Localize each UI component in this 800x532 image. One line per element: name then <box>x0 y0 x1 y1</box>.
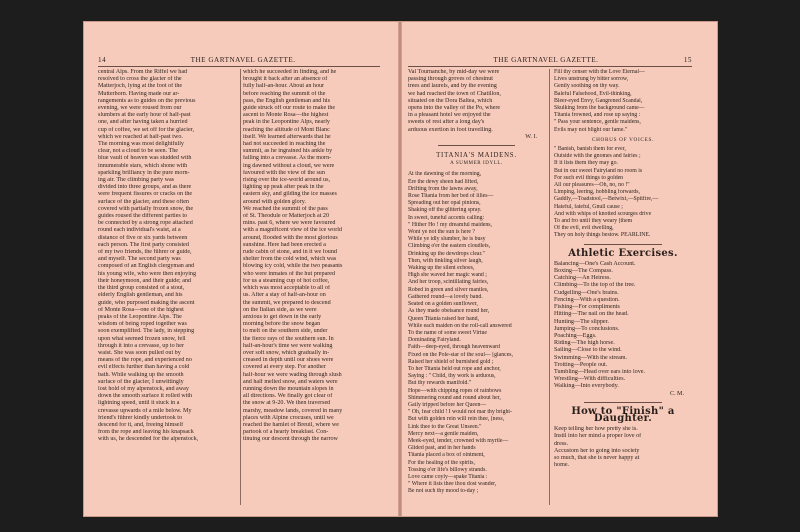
chorus-heading: CHORUS OF VOICES. <box>591 136 655 143</box>
text-line: lighting up peak after peak in the <box>243 184 324 191</box>
text-line: sunshine. Here had been erected a <box>243 241 326 248</box>
text-line: peaks of the Leopontine Alps. The <box>98 313 182 320</box>
text-line: Instil into her mind a proper love of <box>554 433 642 440</box>
journal-title: THE GARTNAVEL GAZETTE. <box>190 56 296 64</box>
finish-heading: How to "Finish" a Daughter. <box>571 405 675 424</box>
text-line: home. <box>554 462 570 469</box>
text-line: means of the rope, and experienced no <box>98 357 192 364</box>
text-line: eastern sky, and gilding the ice masses <box>243 191 337 198</box>
poem-line: Skulking from the background came— <box>554 105 645 112</box>
left-column-a <box>98 69 237 509</box>
athletic-item: Jumping—To conclusions. <box>554 325 620 332</box>
text-line: rising over the ice-world around us, <box>243 177 330 184</box>
text-line: which we reached at half-past two. <box>98 133 183 140</box>
text-line: clear, not a cloud to be seen. The <box>98 148 179 155</box>
text-line: dress. <box>554 440 569 447</box>
text-line: down the smooth surface it rolled with <box>98 393 193 400</box>
section-divider <box>584 244 662 245</box>
text-line: of Monte Rosa—one of the highest <box>98 306 184 313</box>
text-line: ascent to Monte Rosa—the highest <box>243 112 329 119</box>
poem-line: Seated on a golden sunflower, <box>408 301 478 308</box>
athletic-item: Hunting—The slipper. <box>554 318 609 325</box>
text-line: innumerable stars, which shone with <box>98 162 188 169</box>
poem-line: Be not such thy mood to-day ; <box>408 488 479 495</box>
poem-line: And her troop, scintillating fairies, <box>408 279 489 286</box>
text-line: evil effects further than having a cold <box>98 364 190 371</box>
poem-line: Robed in green and silver mantles, <box>408 286 489 293</box>
text-line: descend for it, and, freeing himself <box>98 421 184 428</box>
text-line: the third group consisted of a stout, <box>98 285 185 292</box>
text-line: on the Italian side, as we were <box>243 306 317 313</box>
text-line: itself. We learned afterwards that he <box>243 133 331 140</box>
poem-line: While ye idly slumber, he is busy <box>408 236 486 243</box>
text-line: half-hour we were wading through slush <box>243 371 342 378</box>
text-line: opens into the valley of the Po, where <box>408 105 501 112</box>
text-line: We reached the summit of the pass <box>243 205 328 212</box>
poem-line: Raised her shield of burnished gold ; <box>408 358 494 365</box>
text-line: his young wife, who were then enjoying <box>98 270 196 277</box>
text-line: Matterjoch, lying at the foot of the <box>98 83 183 90</box>
section-divider <box>584 402 662 403</box>
poem-line: Of the evil, evil dwelling, <box>554 225 614 232</box>
text-line: through it into a crevasse, up to her <box>98 342 184 349</box>
poem-line: They on holy things bestow. PEARLINE. <box>554 232 651 239</box>
poem-line: To her Titania held out rope and anchor, <box>408 365 501 372</box>
text-line: sparkling brilliancy in the pure morn- <box>98 169 190 176</box>
text-line: around with golden glory. <box>243 198 306 205</box>
text-line: covered with partially frozen snow, the <box>98 205 194 212</box>
finish-text <box>554 426 692 469</box>
poem-line: " Hither Ho ! my dreamful maidens, <box>408 221 492 228</box>
column-rule <box>240 69 241 505</box>
text-line: resolved to cross the glacier of the <box>98 76 182 83</box>
text-line: lost hold of my alpenstock, and away <box>98 385 189 392</box>
poem-subtitle: A SUMMER IDYLL. <box>450 161 503 167</box>
text-line: trees and laurels, and by the evening <box>408 83 497 90</box>
text-line: evening, we were roused from our <box>98 105 182 112</box>
text-line: reaching the altitude of Mont Blanc <box>243 126 330 133</box>
poem-line: Limping, leering, hobbling forwards, <box>554 189 640 196</box>
athletic-item: Poaching—Eggs. <box>554 332 597 339</box>
poem-line: While each maiden on the roll-call answered <box>408 322 512 329</box>
text-line: partook of a hearty breakfast. Con- <box>243 429 329 436</box>
poem-line: Link thee to the Great Unseen." <box>408 423 482 430</box>
text-line: blue vault of heaven was studded with <box>98 155 192 162</box>
text-line: around, flooded with the most glorious <box>243 234 338 241</box>
text-line: marshy, meadow lands, covered in many <box>243 407 343 414</box>
text-line: the fierce rays of the southern sun. In <box>243 335 334 342</box>
poem-line: Queen Titania raised her hand, <box>408 315 479 322</box>
text-line: The morning was most delightfully <box>98 141 184 148</box>
athletic-item: Tumbling—Head over ears into love. <box>554 368 645 375</box>
poem-line: Gathered round—a lovely band. <box>408 293 483 300</box>
text-line: divided into three groups, and as there <box>98 184 192 191</box>
text-line: mins. past 6, where we were favoured <box>243 220 336 227</box>
poem-line: But thy rewards manifold." <box>408 380 472 387</box>
text-line: places with Alpine crocuses, until we <box>243 414 334 421</box>
poem-line: " Banish, banish them for ever, <box>554 146 626 153</box>
left-page <box>84 22 398 516</box>
poem-line: To the name of some sweet Virtue <box>408 329 487 336</box>
text-line: guide, who purposed making the ascent <box>98 299 195 306</box>
text-line: waist. She was soon pulled out by <box>98 349 181 356</box>
poem-line: Meek-eyed, tender, crowned with myrtle— <box>408 437 509 444</box>
poem-line: For such evil things to golden <box>554 174 624 181</box>
athletic-item: Hitting—The nail on the head. <box>554 311 629 318</box>
poem-line: " Where it lists thee thou dost wander, <box>408 481 497 488</box>
text-line: the snow at 9-20. We then traversed <box>243 400 331 407</box>
text-line: from the rope and leaving his knapsack <box>98 429 194 436</box>
athletic-item: Walking—Into everybody. <box>554 383 619 390</box>
text-line: in a pleasant hotel we enjoyed the <box>408 112 491 119</box>
athletic-list <box>554 261 692 391</box>
text-line: favoured with the view of the sun <box>243 169 325 176</box>
athletic-item: Cudgelling—One's brains. <box>554 289 619 296</box>
text-line: situated on the Dora Baltea, which <box>408 97 493 104</box>
right-column-c <box>408 69 545 509</box>
poem-line: Titania placed a box of ointment, <box>408 452 485 459</box>
poem-line: Faith—deep-eyed, through heavenward <box>408 344 500 351</box>
right-running-head <box>408 56 692 67</box>
poem-line: Outside with the gnomes and fairies ; <box>554 153 641 160</box>
poem-body <box>408 171 545 495</box>
text-line: before reaching the summit of the <box>243 90 326 97</box>
text-line: and myself. The second party was <box>98 256 181 263</box>
text-line: rangements as to guides on the previous <box>98 97 196 104</box>
athletic-heading: Athletic Exercises. <box>568 247 678 259</box>
poem-line: Hateful, fateful, Gnull cause ; <box>554 203 623 210</box>
athletic-item: Balancing—One's Cash Account. <box>554 260 636 267</box>
travel-article-end <box>408 69 545 134</box>
poem-line: Baleful Falsehood, Evil-thinking, <box>554 90 632 97</box>
text-line: anxious to get down in the early <box>243 313 322 320</box>
athletic-item: Sailing—Close to the wind. <box>554 347 622 354</box>
athletic-item: Catching—An Heiress. <box>554 275 611 282</box>
poem-line: Tossing o'er life's billowy strands. <box>408 466 487 473</box>
poem-line: At the dawning of the morning, <box>408 171 482 178</box>
poem-line: Bleer-eyed Envy, Gangrened Scandal, <box>554 97 643 104</box>
poem-line: Rose Titania from her bed of lilies— <box>408 193 494 200</box>
text-line: Keep telling her how pretty she is. <box>554 426 638 433</box>
poem-line: Drinking up the dewdrops clear." <box>408 250 485 257</box>
text-line: peak in the Leopontine Alps, nearly <box>243 119 330 126</box>
left-column-b <box>243 69 382 509</box>
text-line: round each individual's waist, at a <box>98 227 181 234</box>
text-line: composed of an English clergyman and <box>98 263 195 270</box>
text-line: rude cabin of stone, and in it we found <box>243 249 337 256</box>
poem-line: Gaddly,—Toadstool,—Betwixt,—Spitfire,— <box>554 196 659 203</box>
text-line: with a magnificent view of the ice world <box>243 227 342 234</box>
text-line: were frequent fissures or cracks on the <box>98 191 193 198</box>
poem-line: Dominating Fairyland. <box>408 337 461 344</box>
text-line: summit, as he ingrained his ankle by <box>243 148 333 155</box>
right-page <box>402 22 717 516</box>
poem-continued <box>554 69 692 134</box>
athletic-item: Wrestling—With difficulties. <box>554 376 626 383</box>
athletic-item: Trotting—People out. <box>554 361 608 368</box>
athletic-item: Riding—The high horse. <box>554 340 615 347</box>
poem-line: And with whips of knotted scourges drive <box>554 210 652 217</box>
text-line: slumbers at the early hour of half-past <box>98 112 191 119</box>
text-line: fully half-an-hour. About an hour <box>243 83 325 90</box>
poem-line: Hope—with chipping ropes of rainbows <box>408 387 502 394</box>
poem-line: Lives unstrung by bitter sorrow, <box>554 76 629 83</box>
text-line: us. After a stay of half-an-hour on <box>243 292 326 299</box>
section-divider <box>438 145 515 146</box>
poem-line: High she waved her magic wand ; <box>408 272 487 279</box>
text-line: Accustom her to going into society <box>554 447 640 454</box>
poem-line: Drifting from the lawns away, <box>408 185 478 192</box>
poem-line: Gently soothing on thy way. <box>554 83 620 90</box>
poem-line: Mercy next—a gentle maiden, <box>408 430 479 437</box>
text-line: pass, the English gentleman and his <box>243 97 330 104</box>
text-line: upon what seemed frozen snow, fell <box>98 335 186 342</box>
athletic-item: Fencing—With a question. <box>554 296 620 303</box>
text-line: ing air. The climbing party was <box>98 177 175 184</box>
poem-line: " Oh, fear child ! I would not mar thy bright- <box>408 409 512 416</box>
poem-line: Wont ye not the sun is here ? <box>408 229 475 236</box>
poem-line: Climbing o'er the eastern cloudlets, <box>408 243 491 250</box>
poem-line: Shaking off the glittering spray. <box>408 207 482 214</box>
text-line: brought it back after an absence of <box>243 76 328 83</box>
text-line: so much, that she is never happy at <box>554 454 640 461</box>
text-line: and half melted snow, and waters were <box>243 378 338 385</box>
text-line: reached the hamlet of Breuil, where we <box>243 421 339 428</box>
poem-line: But in our sweet Fairyland no room is <box>554 167 643 174</box>
athletic-signature: C. M. <box>669 390 684 397</box>
poem-line: Evils may not blight our fame." <box>554 126 628 133</box>
text-line: each person. The first party consisted <box>98 241 189 248</box>
text-line: be connected by a strong rope attached <box>98 220 193 227</box>
athletic-item: Fishing—For compliments <box>554 304 620 311</box>
text-line: of my two friends, the führer or guide, <box>98 249 192 256</box>
text-line: central Alps. From the Riffel we had <box>98 69 188 75</box>
text-line: arduous exertion in foot travelling. <box>408 126 493 133</box>
text-line: had not succeeded in reaching the <box>243 141 326 148</box>
poem-line: Saying : " Child, thy work is arduous, <box>408 373 496 380</box>
text-line: Val Tournanche, by mid-day we were <box>408 69 500 75</box>
text-line: of St. Theodule or Matterjoch at 20 <box>243 213 330 220</box>
poem-line: Titania frowned, and rose up saying : <box>554 112 641 119</box>
text-line: over soft snow, which gradually in- <box>243 349 330 356</box>
text-line: creased in depth until our shoes were <box>243 357 334 364</box>
text-line: surface of the glacier, I unwittingly <box>98 378 184 385</box>
poem-line: Fill thy censer with the Love Eternal— <box>554 69 645 75</box>
poem-line: In sweet, tuneful accents calling: <box>408 214 485 221</box>
text-line: one, and after having taken a hurried <box>98 119 188 126</box>
text-line: the summit, we prepared to descend <box>243 299 331 306</box>
poem-line: Ere the dewy sheen had lifted, <box>408 178 479 185</box>
text-line: elderly English gentleman, and his <box>98 292 183 299</box>
text-line: tinuing our descent through the narrow <box>243 436 338 443</box>
journal-title: THE GARTNAVEL GAZETTE. <box>493 56 599 64</box>
text-line: running down the mountain slopes in <box>243 385 334 392</box>
open-book <box>84 22 717 516</box>
poem-title: TITANIA'S MAIDENS. <box>436 152 517 160</box>
text-line: to melt on the southern side, under <box>243 328 328 335</box>
text-line: morning before the snow began <box>243 321 321 328</box>
text-line: passing through groves of chestnut <box>408 76 493 83</box>
text-line: with us, he descended for the alpenstock, <box>98 436 199 443</box>
chorus-lines <box>554 146 692 240</box>
text-line: crevasse upwards of a mile below. My <box>98 407 192 414</box>
poem-line: Love came coyly—spake Titania : <box>408 473 488 480</box>
text-line: Mutterhorn. Having made our ar- <box>98 90 180 97</box>
poem-line: For the healing of the spirits, <box>408 459 475 466</box>
text-line: which he succeeded in finding, and he <box>243 69 337 75</box>
text-line: soon exemplified. The lady, in stepping <box>98 328 195 335</box>
text-line: we had reached the town of Chatillon, <box>408 90 501 97</box>
text-line: covered at every step. For another <box>243 364 326 371</box>
poem-line: All our pleasures—Oh, no, no !" <box>554 182 630 189</box>
text-line: friend's führer kindly undertook to <box>98 414 183 421</box>
poem-line: Gaily tripped before her Queen— <box>408 401 487 408</box>
poem-line: Fixed on the Pole-star of the soul— [glances, <box>408 351 513 358</box>
text-line: surface of the glacier, and these often <box>98 198 189 205</box>
article-signature: W. I. <box>525 133 537 140</box>
text-line: who were inmates of the hut prepared <box>243 270 336 277</box>
athletic-item: Boxing—The Compass. <box>554 268 613 275</box>
poem-line: Then, with tinkling silver laugh, <box>408 257 483 264</box>
text-line: bath. While walking up the smooth <box>98 371 184 378</box>
text-line: falling into a crevasse. As the morn- <box>243 155 332 162</box>
column-rule <box>549 69 550 505</box>
poem-line: But with golden rein will rein thee, [ness, <box>408 416 505 423</box>
page-number: 15 <box>683 56 692 64</box>
poem-line: As they made obeisance round her, <box>408 308 490 315</box>
poem-line: Waking up the silent echoes, <box>408 265 475 272</box>
text-line: guide struck off our route to make the <box>243 105 336 112</box>
text-line: sweets of rest after a long day's <box>408 119 485 126</box>
text-line: wisdom of being roped together was <box>98 321 187 328</box>
text-line: which was most acceptable to all of <box>243 285 330 292</box>
text-line: for us a steaming cup of hot coffee, <box>243 277 330 284</box>
poem-line: If it lists them they may go. <box>554 160 618 167</box>
poem-line: To and fro until they weary [them <box>554 218 633 225</box>
athletic-item: Swimming—With the stream. <box>554 354 628 361</box>
athletic-item: Climbing—To the top of the tree. <box>554 282 636 289</box>
text-line: their honeymoon, and their guide; and <box>98 277 192 284</box>
left-running-head <box>98 56 380 67</box>
text-line: cup of coffee, we set off for the glacier, <box>98 126 194 133</box>
poem-line: Shimmering round and round about her, <box>408 394 501 401</box>
poem-line: " Pass your sentence, gentle maidens, <box>554 119 641 126</box>
text-line: guides roused the different parties to <box>98 213 188 220</box>
page-number: 14 <box>98 56 107 64</box>
text-line: distance of five or six yards between <box>98 234 188 241</box>
text-line: all directions. We finally got clear of <box>243 393 333 400</box>
text-line: blowing icy cold, while the two peasants <box>243 263 343 270</box>
text-line: shelter from the cold wind, which was <box>243 256 337 263</box>
right-column-d <box>554 69 692 509</box>
poem-line: Glided past, and in her hands <box>408 445 476 452</box>
text-line: half-an-hour's time we were walking <box>243 342 333 349</box>
text-line: lightning speed, until it stuck in a <box>98 400 180 407</box>
poem-line: Spreading out her opal pinions, <box>408 200 481 207</box>
text-line: ing dawned without a cloud, we were <box>243 162 335 169</box>
